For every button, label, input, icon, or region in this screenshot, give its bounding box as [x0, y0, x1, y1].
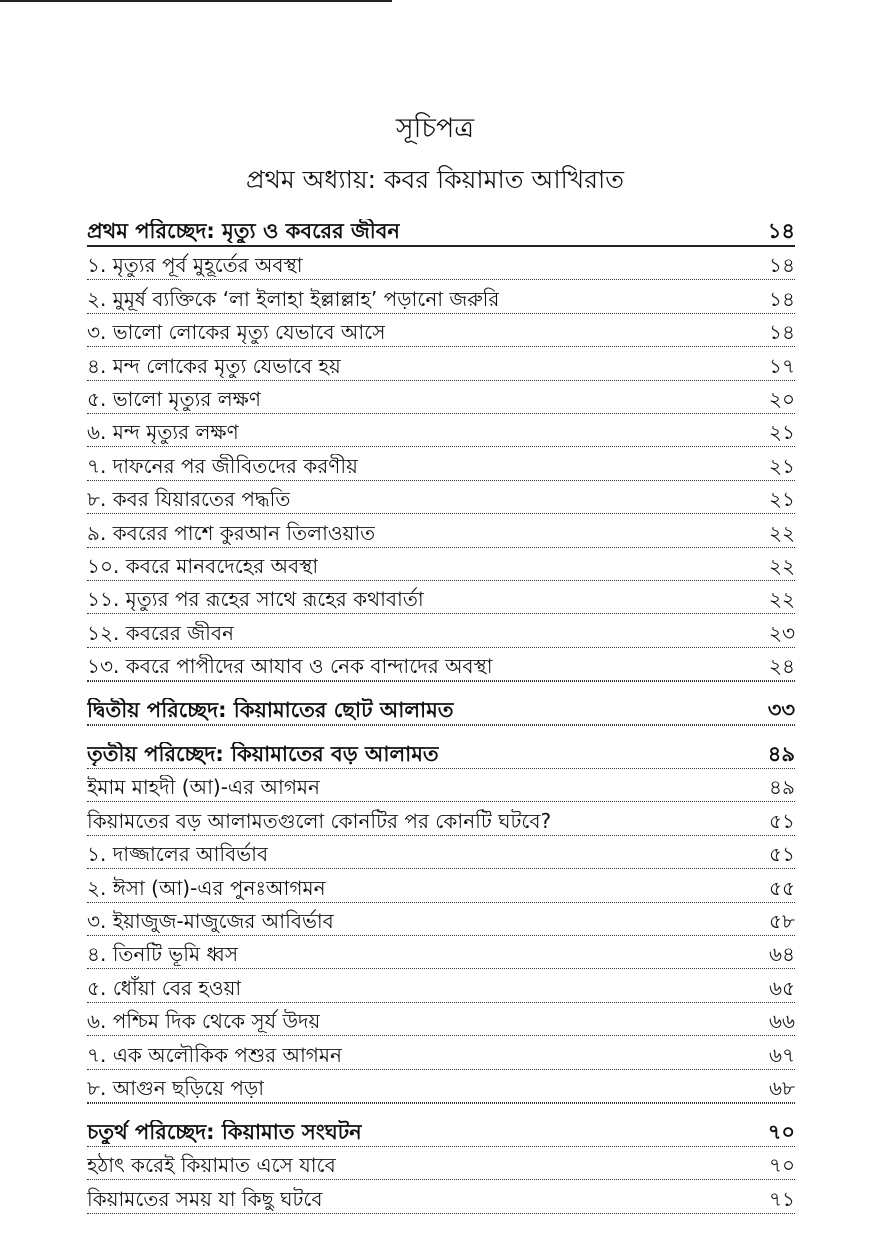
toc-entry-row: [87, 1147, 795, 1180]
toc-page-number: ২১: [769, 487, 795, 512]
toc-entry-row: [87, 802, 795, 835]
table-of-contents: [87, 205, 795, 1214]
toc-entry-label: ৫. ভালো মৃত্যুর লক্ষণ: [87, 386, 261, 411]
toc-entry-label: ৩. ভালো লোকের মৃত্যু যেভাবে আসে: [87, 320, 386, 345]
toc-entry-label: ১. দাজ্জালের আবির্ভাব: [87, 842, 269, 867]
toc-page-number: ২১: [769, 420, 795, 445]
toc-page-number: ২০: [768, 386, 795, 411]
toc-entry-row: [87, 347, 795, 380]
toc-entry-label: ৪. মন্দ লোকের মৃত্যু যেভাবে হয়: [87, 353, 341, 378]
chapter-heading: প্রথম অধ্যায়: কবর কিয়ামাত আখিরাত: [246, 165, 624, 194]
toc-entry-row: [87, 447, 795, 480]
toc-entry-label: ৪. তিনটি ভূমি ধ্বস: [87, 942, 239, 967]
toc-entry-label: ৮. কবর যিয়ারতের পদ্ধতি: [87, 487, 291, 512]
toc-entry-label: ৭. দাফনের পর জীবিতদের করণীয়: [87, 453, 358, 478]
toc-page-number: ৫৫: [769, 875, 795, 900]
toc-page-number: ১৪: [767, 219, 795, 243]
toc-entry-row: [87, 581, 795, 614]
toc-page-number: ৫১: [769, 808, 795, 833]
toc-entry-row: [87, 514, 795, 547]
toc-page-number: ৭০: [767, 1119, 795, 1144]
toc-entry-label: ৩. ইয়াজুজ-মাজুজের আবির্ভাব: [87, 909, 334, 934]
toc-page-number: ৬৬: [768, 1009, 795, 1034]
toc-entry-row: [87, 414, 795, 447]
toc-section-row: [87, 725, 795, 769]
toc-page-number: ১৭: [769, 353, 795, 378]
toc-entry-row: [87, 836, 795, 869]
toc-entry-label: ১. মৃত্যুর পূর্ব মুহূর্তের অবস্থা: [87, 253, 303, 278]
toc-entry-row: [87, 903, 795, 936]
toc-entry-label: ৬. মন্দ মৃত্যুর লক্ষণ: [87, 420, 239, 445]
toc-entry-row: [87, 1036, 795, 1069]
toc-entry-label: কিয়ামতের সময় যা কিছু ঘটবে: [87, 1186, 323, 1211]
toc-page-number: ৬৫: [769, 975, 795, 1000]
toc-page-number: ৬৪: [769, 942, 795, 967]
toc-page-number: ২২: [768, 587, 795, 612]
toc-entry-row: [87, 936, 795, 969]
toc-page-number: ৫১: [769, 842, 795, 867]
toc-page-number: ১৪: [769, 286, 795, 311]
toc-page-number: ২২: [768, 553, 795, 578]
toc-entry-label: ২. মুমূর্ষ ব্যক্তিকে ‘লা ইলাহা ইল্লাল্লাহ’ পড়ানো জরুরি: [87, 286, 500, 311]
toc-page-number: ২১: [769, 453, 795, 478]
toc-entry-row: [87, 548, 795, 581]
toc-entry-label: দ্বিতীয় পরিচ্ছেদ: কিয়ামাতের ছোট আলামত: [87, 698, 454, 723]
toc-entry-row: [87, 869, 795, 902]
toc-entry-row: [87, 280, 795, 313]
toc-entry-label: কিয়ামতের বড় আলামতগুলো কোনটির পর কোনটি ঘটবে?: [87, 808, 552, 833]
toc-page-number: ১৪: [769, 253, 795, 278]
toc-entry-label: ইমাম মাহদী (আ)-এর আগমন: [87, 775, 320, 800]
page-title: সূচিপত্র: [395, 113, 475, 144]
toc-entry-label: চতুর্থ পরিচ্ছেদ: কিয়ামাত সংঘটন: [87, 1119, 362, 1144]
toc-page-number: ৭১: [769, 1186, 795, 1211]
toc-entry-row: [87, 648, 795, 681]
toc-entry-label: ৯. কবরের পাশে কুরআন তিলাওয়াত: [87, 520, 376, 545]
toc-entry-row: [87, 1180, 795, 1213]
toc-page-number: ১৪: [769, 320, 795, 345]
toc-page-number: ২৪: [769, 654, 795, 679]
toc-entry-row: [87, 1070, 795, 1103]
toc-entry-row: [87, 969, 795, 1002]
toc-entry-label: হঠাৎ করেই কিয়ামাত এসে যাবে: [87, 1153, 336, 1178]
toc-page-number: ৭০: [768, 1153, 795, 1178]
toc-entry-label: তৃতীয় পরিচ্ছেদ: কিয়ামাতের বড় আলামত: [87, 742, 439, 767]
toc-entry-label: ১২. কবরের জীবন: [87, 620, 234, 645]
toc-page-number: ৬৮: [769, 1075, 795, 1100]
toc-section-row: [87, 1103, 795, 1147]
toc-entry-label: ১০. কবরে মানবদেহের অবস্থা: [87, 553, 319, 578]
toc-page-number: ৪৯: [769, 775, 795, 800]
toc-page-number: ২৩: [768, 620, 795, 645]
toc-entry-label: ৫. ধোঁয়া বের হওয়া: [87, 975, 242, 1000]
toc-entry-row: [87, 481, 795, 514]
toc-entry-row: [87, 1003, 795, 1036]
toc-section-row: [87, 205, 795, 247]
toc-entry-label: ২. ঈসা (আ)-এর পুনঃআগমন: [87, 875, 326, 900]
toc-page-number: ৪৯: [767, 742, 795, 767]
toc-entry-row: [87, 247, 795, 280]
toc-page-number: ৫৮: [769, 909, 795, 934]
toc-entry-label: ১১. মৃত্যুর পর রূহের সাথে রূহের কথাবার্তা: [87, 587, 424, 612]
toc-entry-label: প্রথম পরিচ্ছেদ: মৃত্যু ও কবরের জীবন: [87, 219, 400, 243]
toc-entry-row: [87, 381, 795, 414]
toc-entry-row: [87, 769, 795, 802]
toc-entry-label: ৮. আগুন ছড়িয়ে পড়া: [87, 1075, 265, 1100]
toc-page-number: ৬৭: [768, 1042, 795, 1067]
toc-entry-label: ৭. এক অলৌকিক পশুর আগমন: [87, 1042, 342, 1067]
toc-section-row: [87, 681, 795, 725]
toc-entry-row: [87, 314, 795, 347]
toc-page-number: ৩৩: [767, 698, 795, 723]
toc-entry-row: [87, 614, 795, 647]
toc-entry-label: ১৩. কবরে পাপীদের আযাব ও নেক বান্দাদের অবস্থা: [87, 654, 493, 679]
toc-entry-label: ৬. পশ্চিম দিক থেকে সূর্য উদয়: [87, 1009, 321, 1034]
top-rule: [0, 0, 392, 2]
toc-page-number: ২২: [768, 520, 795, 545]
